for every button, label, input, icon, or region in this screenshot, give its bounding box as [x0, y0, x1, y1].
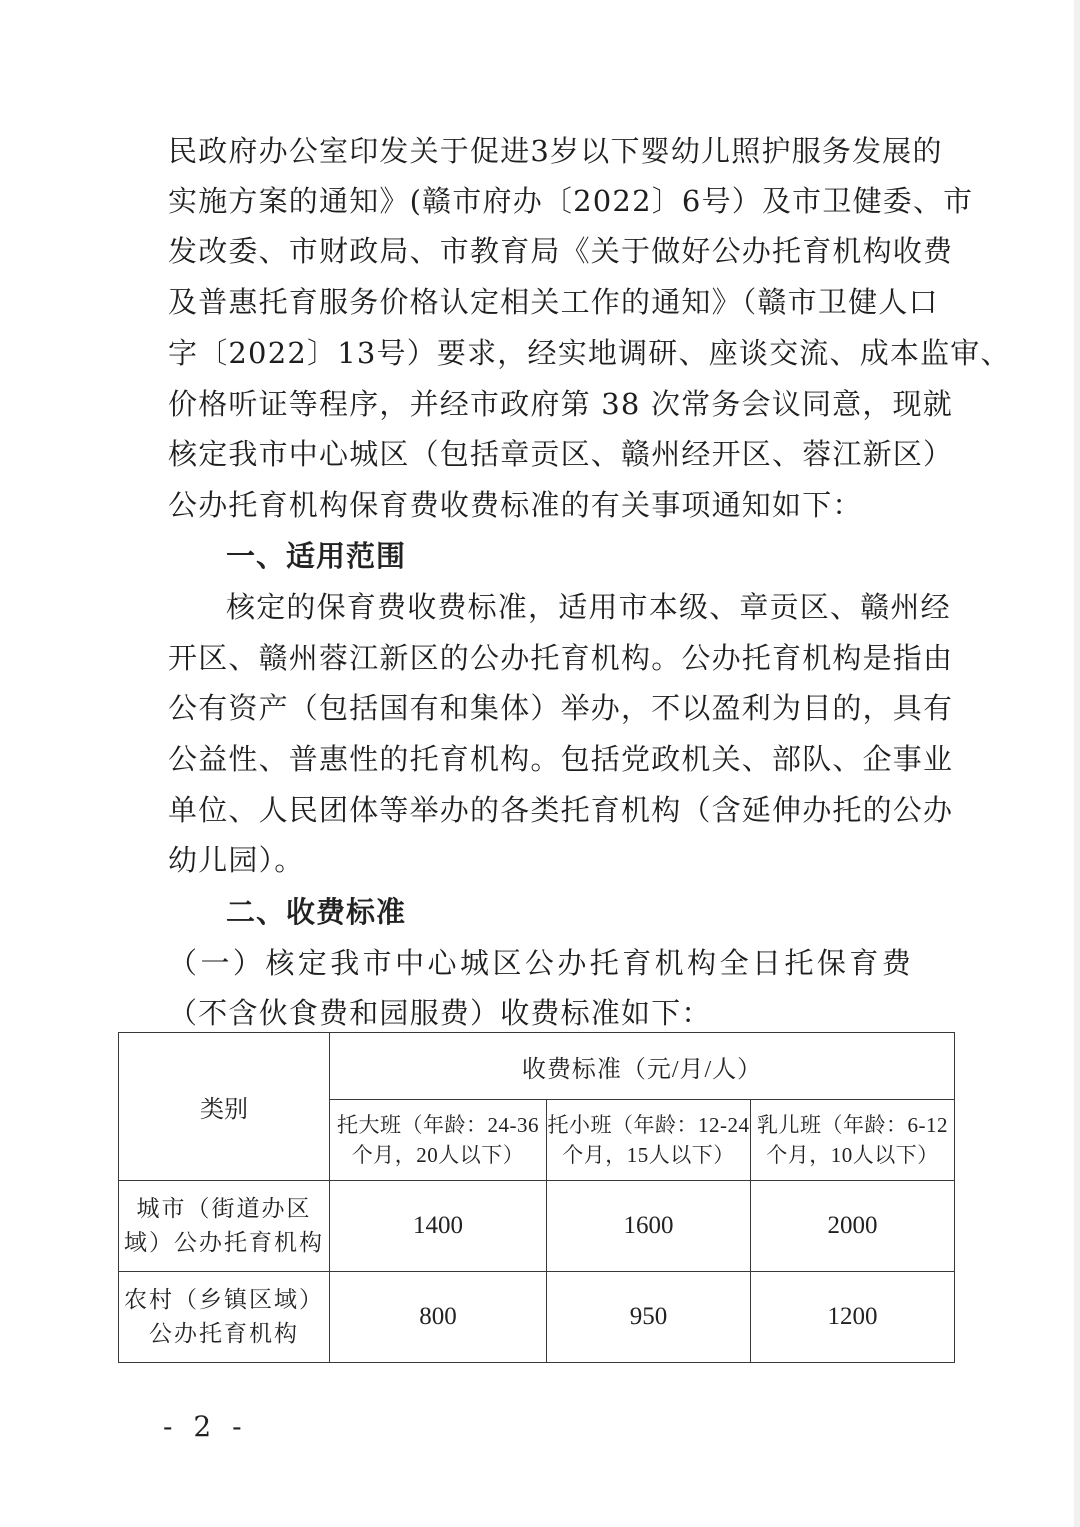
column-header-line: 个月，10人以下） — [766, 1143, 939, 1167]
fee-standard-table — [118, 1032, 955, 1363]
body-line: 核定的保育费收费标准，适用市本级、章贡区、赣州经 — [226, 590, 951, 624]
body-line: 幼儿园）。 — [168, 843, 305, 877]
column-header-large-class — [330, 1100, 547, 1181]
body-line: （不含伙食费和园服费）收费标准如下： — [168, 996, 712, 1030]
body-line: 单位、人民团体等举办的各类托育机构（含延伸办托的公办 — [168, 793, 954, 827]
column-header-line: 托小班（年龄：12-24 — [547, 1113, 750, 1137]
body-line: 及普惠托育服务价格认定相关工作的通知》（赣市卫健人口 — [168, 285, 939, 319]
body-line: 公益性、普惠性的托育机构。包括党政机关、部队、企事业 — [168, 742, 954, 776]
body-line: 开区、赣州蓉江新区的公办托育机构。公办托育机构是指由 — [168, 641, 954, 675]
column-header-line: 乳儿班（年龄：6-12 — [757, 1113, 949, 1137]
row-label-line: 农村（乡镇区域） — [124, 1287, 324, 1312]
row-label-rural — [119, 1272, 330, 1363]
body-line: 发改委、市财政局、市教育局《关于做好公办托育机构收费 — [168, 234, 954, 268]
fee-value: 1400 — [330, 1181, 547, 1272]
column-header-line: 个月，20人以下） — [351, 1143, 525, 1167]
body-line: 核定我市中心城区（包括章贡区、赣州经开区、蓉江新区） — [168, 437, 954, 471]
row-label-line: 域）公办托育机构 — [124, 1230, 324, 1255]
page-edge-shadow — [1074, 0, 1080, 1527]
table-row — [119, 1181, 955, 1272]
category-header: 类别 — [119, 1033, 330, 1181]
row-label-urban — [119, 1181, 330, 1272]
body-line: 价格听证等程序，并经市政府第 38 次常务会议同意，现就 — [168, 387, 953, 421]
fee-value: 1600 — [547, 1181, 751, 1272]
body-line: 公有资产（包括国有和集体）举办，不以盈利为目的，具有 — [168, 691, 954, 725]
body-line: 民政府办公室印发关于促进3岁以下婴幼儿照护服务发展的 — [168, 134, 943, 168]
section-heading-scope: 一、适用范围 — [226, 539, 407, 573]
body-line: 字〔2022〕13号）要求，经实地调研、座谈交流、成本监审、 — [168, 336, 1011, 370]
fee-unit-header: 收费标准（元/月/人） — [330, 1033, 955, 1100]
body-line: 公办托育机构保育费收费标准的有关事项通知如下： — [168, 488, 863, 522]
fee-value: 800 — [330, 1272, 547, 1363]
column-header-line: 托大班（年龄：24-36 — [337, 1113, 539, 1137]
fee-value: 2000 — [751, 1181, 955, 1272]
fee-value: 1200 — [751, 1272, 955, 1363]
section-heading-fee-standard: 二、收费标准 — [226, 895, 407, 929]
body-line: （一）核定我市中心城区公办托育机构全日托保育费 — [168, 946, 912, 980]
row-label-line: 公办托育机构 — [149, 1321, 299, 1346]
column-header-infant-class — [751, 1100, 955, 1181]
column-header-small-class — [547, 1100, 751, 1181]
column-header-line: 个月，15人以下） — [562, 1143, 735, 1167]
fee-value: 950 — [547, 1272, 751, 1363]
body-line: 实施方案的通知》(赣市府办〔2022〕6号）及市卫健委、市 — [168, 184, 974, 218]
table-row — [119, 1272, 955, 1363]
row-label-line: 城市（街道办区 — [136, 1196, 312, 1221]
page-number: - 2 - — [163, 1410, 248, 1443]
